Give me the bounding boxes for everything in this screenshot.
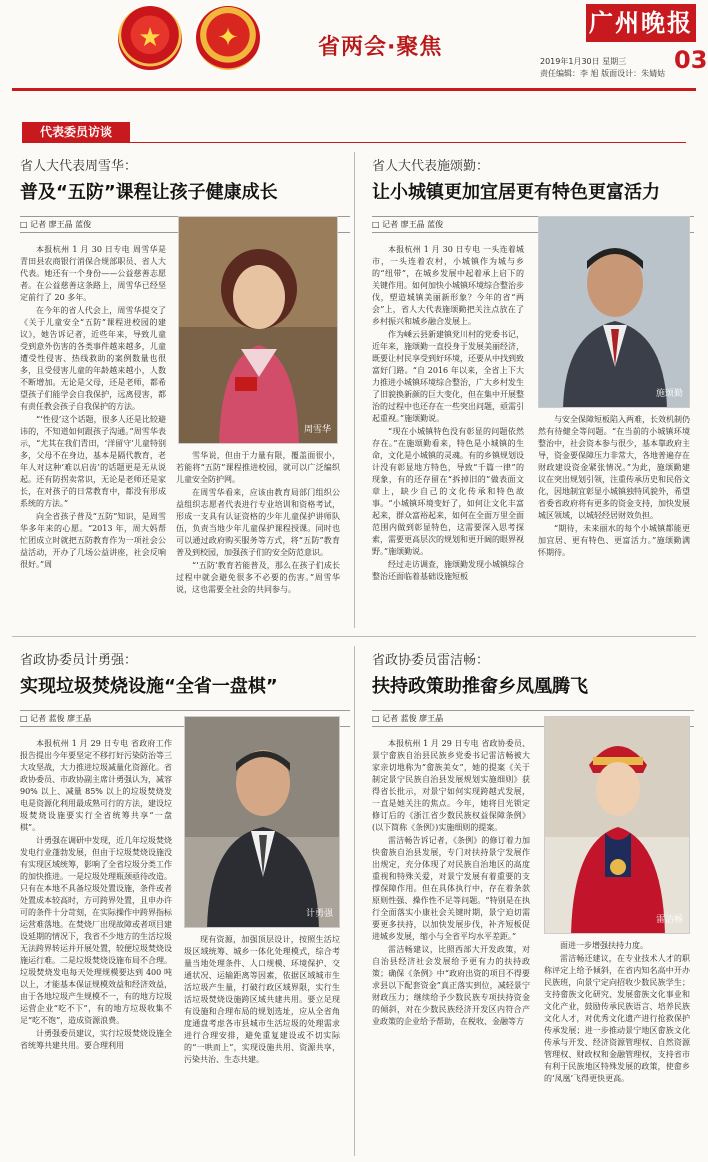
article-headline: 实现垃圾焚烧设施“全省一盘棋” <box>20 676 278 697</box>
portrait-lei-jiechang <box>545 717 690 934</box>
paragraph: 向全省孩子普及“五防”知识，是周雪华多年来的心愿。“2013 年，周大妈帮忙团成立时就把五防教育作为一项社会公益活动，开办了几场公益讲座，社会反响很好。”周 <box>20 512 166 569</box>
article-kicker: 省政协委员计勇强： <box>20 653 138 668</box>
paragraph: 现有资源，加强顶层设计，按照生活垃圾区域统筹、城乡一体化处理模式，综合考量当地处理条件、人口规模、环境保护、交通状况、运输距离等因素，依据区域城市生活垃圾产生量，打破行政区域界限，实行生活垃圾焚烧设施跨区域共建共用。要立足现有设施和合理布局的规划选址，应从全省角度通盘考虑各市县城市生活垃圾的处理需求进行合理安排，避免重复建设或不切实际的“一哄而上”，实现设施共用、资源共享，污染共治、生态共建。 <box>184 935 340 1064</box>
article-headline: 普及“五防”课程让孩子健康成长 <box>20 182 278 203</box>
portrait-photo <box>184 716 340 928</box>
photo-caption: 施颂勤 <box>655 389 683 399</box>
article-byline: □ 记者 蓝俊 廖王晶 <box>372 710 694 727</box>
paragraph: 作为嵊云县新建镇党川村的党委书记，近年来，施颂勤一直投身于发展美丽经济，既要让村民享受到好环境，还要从中找到致富好门路。“自 2016 年以来，全省上下大力推进小城镇环境综合整治，广大乡村发生了旧貌换新颜的巨大变化，但在集中开展整治的过程中也还存在一些突出问题，亟需引起重视。”施颂勤说。 <box>372 330 524 423</box>
portrait-photo <box>538 216 690 408</box>
section-title: 省两会·聚焦 <box>318 35 443 60</box>
article-headline: 扶持政策助推畲乡凤凰腾飞 <box>372 676 588 697</box>
article-body-left <box>372 244 524 624</box>
article-kicker: 省人大代表施颂勤： <box>372 159 490 174</box>
section-tag: 代表委员访谈 <box>22 122 130 142</box>
article-body-right <box>544 940 690 1156</box>
article-body-right <box>184 934 340 1156</box>
paragraph: 本报杭州 1 月 30 日专电 一头连着城市，一头连着农村，小城镇作为城与乡的“纽带”，在城乡发展中起着承上启下的关键作用。如何加快小城镇环境综合整治步伐，塑造城镇美丽新形象？今年的省“两会”上，省人大代表施颂勤把关注点放在了乡村振兴和城乡融合发展上。 <box>372 245 524 326</box>
paragraph: “期待，未来丽水的每个小城镇都能更加宜居、更有特色、更富活力。”施颂勤满怀期待。 <box>538 524 690 557</box>
paragraph: 本报杭州 1 月 29 日专电 省政协委员、景宁畲族自治县民族乡党委书记雷洁畅被大家亲切地称为“畲族美女”，她的提案《关于制定景宁民族自治县发展规划实施细则》获得省长批示，对景宁如何实现跨越式发展，一直是她关注的焦点。今年，她将目光锁定修订后的《浙江省少数民族权益保障条例》(以下简称《条例》)实施细则的提案。 <box>372 739 530 832</box>
article-body-left <box>372 738 530 1156</box>
publication-date: 2019年1月30日 星期三 <box>540 57 627 66</box>
paragraph: 经过走访调查，施颂勤发现小城镇综合整治还面临着基础设施短板 <box>372 560 524 581</box>
article-byline: □ 记者 廖王晶 蓝俊 <box>372 216 694 233</box>
portrait-ji-yongqiang <box>185 717 340 928</box>
paragraph: 计勇强在调研中发现，近几年垃圾焚烧发电行业蓬勃发展，但由于垃圾焚烧设施没有实现区域统筹，影响了全省垃圾分类工作的加快推进。一是垃圾处理瓶颈亟待改造。只有在本地不具备垃圾处置设施，条件或者处置成本较高时，方可跨界处置，且申办许可的条件十分苛刻，在实际操作中跨界指标运营难落地。在焚烧厂出现故障或者项目建设延期的情况下，我省不少地方的生活垃圾无法跨界转运并开展处置，较便垃圾焚烧设施运行难。二是垃圾焚烧设施布局不合理。垃圾焚烧发电每天处理规模要达到 400 吨以上，才能基本保证规模效益和经济效益，由于各地垃圾产生规模不一，有的地方垃圾运营企业“吃不下”，有的地方垃圾收集不足“吃不饱”，造成资源浪费。 <box>20 836 172 1025</box>
paragraph: 本报杭州 1 月 29 日专电 省政府工作报告提出今年要坚定不移打好污染防治等三大攻坚战，大力推进垃圾减量化资源化。省政协委员、市政协副主席计勇强认为，减容 90% 以上、减量 85% 以上的垃圾焚烧发电是资源化利用最成熟可行的方法，建设垃圾焚烧设施要实行全省统筹共享“一盘棋”。 <box>20 739 172 832</box>
paragraph: “‘性侵’这个话题，很多人还是比较避讳的，不知道如何跟孩子沟通。”周雪华表示，“尤其在我们青田，‘洋留守’儿童特别多，父母不在身边，基本是隔代教育，老年人对这种‘难以启齿’的话题更是无从说起。还有防拐卖常识，无论是老师还是家长，在对孩子的日常教育中，都没有形成系统的方法。” <box>20 415 166 508</box>
paragraph: 雷洁畅告诉记者，《条例》的修订着力加快畲族自治县发展，专门对扶持景宁发展作出规定，充分体现了对民族自治地区的高度重视和特殊关爱，对景宁发展有着重要的支撑保障作用。但在具体执行中，存在着条款原则性强、操作性不足等问题。“特别是在执行全面落实小康社会关键时期，景宁迫切需要更多扶持，以加快发展步伐，补齐短板促进城乡发展，缩小与全省平均水平差距。” <box>372 836 530 941</box>
masthead <box>0 0 708 84</box>
article-byline: □ 记者 廖王晶 蓝俊 <box>20 216 350 233</box>
masthead-rule <box>12 88 696 91</box>
portrait-shi-songqin <box>539 217 690 408</box>
cppcc-emblem-icon: ✦ <box>196 6 260 70</box>
article-headline: 让小城镇更加宜居更有特色更富活力 <box>372 182 660 203</box>
paragraph: 与安全保障短板陷入两难，长效机制仍然有待健全等问题。“在当前的小城镇环境整治中，社会资本参与很少，基本靠政府主导，资金要保障压力非常大，各地普遍存在财政建设资金紧张情况。”为此，施颂勤建议在突出规划引领，注重传承历史和民俗文化，因地制宜彰显小城镇独特风貌外，希望省委省政府将有更多的资金支持，加快发展城区领域，以城轻经居财效负担。 <box>538 415 690 520</box>
article-body-right <box>176 450 340 626</box>
article-kicker: 省人大代表周雪华： <box>20 159 138 174</box>
photo-caption: 雷洁畅 <box>655 915 683 925</box>
national-emblem-icon: ★ <box>118 6 182 70</box>
paragraph: 雷洁畅还建议，在专业技术人才的职称评定上给予倾斜，在省内知名高中开办民族班，向景宁定向招收少数民族学生；支持畲族文化研究、发展畲族文化事业和文化产业，鼓励传承民族语言、培养民族文化人才，对优秀文化遗产进行抢救保护传承发展；进一步推动景宁地区畲族文化传承与开发、经济资源管理权、自然资源管理权、财政权和金融管理权，支持省市有利于民族地区特殊发展的政策，使畲乡的‘凤凰’飞得更快更高。 <box>544 954 690 1083</box>
photo-caption: 计勇强 <box>305 909 333 919</box>
paragraph: 雷洁畅建议，比照西部大开发政策，对自治县经济社会发展给予更有力的扶持政策；确保《条例》中“政府出资的项目不得要求县以下配套资金”真正落实到位，减轻景宁财政压力；继续给予少数民族专项扶持资金的倾斜，对在少数民族经济开发区内符合产业政策的企业给予帮助，在税收、金融等方 <box>372 945 530 1026</box>
paragraph: 在周雪华看来，应该由教育局部门组织公益组织志愿者代表进行专业培训和资格考试，形成一支具有认证资格的少年儿童保护讲师队伍，负责当地少年儿童保护课程授课。同时也可以通过政府购买服务等方式，将“五防”教育普及到校园，加强孩子们的安全防范意识。 <box>176 488 340 557</box>
article-kicker: 省政协委员雷洁畅： <box>372 653 490 668</box>
paragraph: 在今年的省人代会上，周雪华提交了《关于儿童安全“五防”课程进校园的建议》，她告诉记者，近些年来，导致儿童受到意外伤害的各类事件越来越多，儿童遭受性侵害、热线救助的案例数量也很多，且受侵害儿童的年龄越来越小，人数不断增加。无论是父母，还是老师，都希望孩子们能学会自我保护，远离侵害，都有责任教会孩子自我保护的方法。 <box>20 306 166 411</box>
article-body-left <box>20 244 166 624</box>
paragraph: 计勇强委员建议，实行垃圾焚烧设施全省统筹共建共用。要合理利用 <box>20 1029 172 1050</box>
column-divider <box>354 646 355 1156</box>
row-divider <box>12 636 696 637</box>
article-byline: □ 记者 蓝俊 廖王晶 <box>20 710 350 727</box>
portrait-photo <box>544 716 690 934</box>
paragraph: 面进一步增强扶持力度。 <box>560 941 648 950</box>
paper-name-logo: 广州晚报 <box>586 4 696 42</box>
section-rule <box>22 142 686 143</box>
paragraph: “现在小城镇特色没有彰显的问题依然存在。”在施颂勤看来，特色是小城镇的生命，文化是小城镇的灵魂。有的乡镇规划设计没有彰显地方特色，导致“千篇一律”的现象，有的还存留在“拆掉旧的”做表面文章上，缺少自己的文化传承和特色故事。“小城镇环境变好了，如何让文化丰富起来，群众富裕起来，如何在全面万里全面范围内做到彰显特色，这需要深入思考探索，需要更高层次的规划和更开阔的眼界视野。”施颂勤说。 <box>372 427 524 556</box>
column-divider <box>354 152 355 628</box>
portrait-zhou-xuehua <box>179 217 338 444</box>
paragraph: 雪华说，但由于力量有限，覆盖面很小，若能将“五防”课程推进校园，就可以广泛编织儿童安全防护网。 <box>176 451 340 484</box>
article-body-left <box>20 738 172 1156</box>
editor-credits: 责任编辑：李 旭 版面设计：朱婧姑 <box>540 69 666 78</box>
page-number: 03 <box>674 46 708 74</box>
portrait-photo <box>178 216 338 444</box>
paragraph: “‘五防’教育若能普及，那么在孩子们成长过程中就会避免很多不必要的伤害。”周雪华说，这也需要全社会的共同参与。 <box>176 561 340 594</box>
photo-caption: 周雪华 <box>303 425 331 435</box>
paragraph: 本报杭州 1 月 30 日专电 周雪华是青田县农商银行消保合规部职员、省人大代表。她还有一个身份——公益慈善志愿者。在公益慈善这条路上，周雪华已经坚定前行了 20 多年。 <box>20 245 166 302</box>
article-body-right <box>538 414 690 626</box>
